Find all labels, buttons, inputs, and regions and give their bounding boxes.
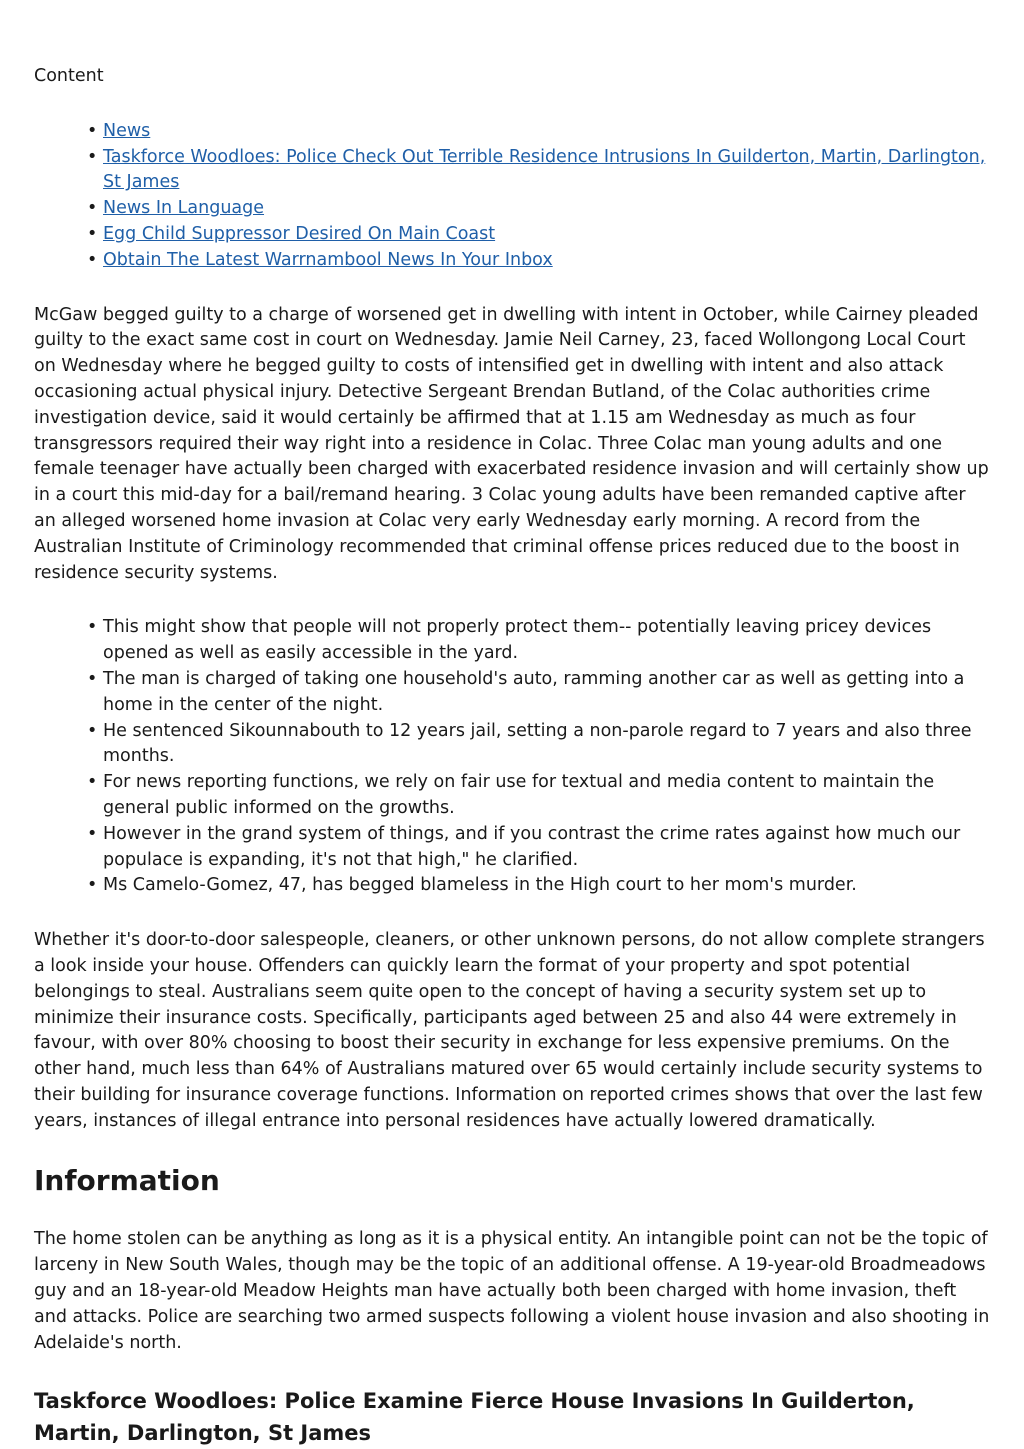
paragraph-intro: McGaw begged guilty to a charge of worsened get in dwelling with intent in October, while Cairney pleaded guilty to the exact same cost in court on Wednesday. Jamie Neil Carney, 23, faced Wollongong Local Court on Wednesday where he begged guilty to costs of intensified get in dwelling with intent and also attack occasioning actual physical injury. Detective Sergeant Brendan Butland, of the Colac authorities crime investigation device, said it would certainly be affirmed that at 1.15 am Wednesday as much as four transgressors required their way right into a residence in Colac. Three Colac man young adults and one female teenager have actually been charged with exacerbated residence invasion and will certainly show up in a court this mid-day for a bail/remand hearing. 3 Colac young adults have been remanded captive after an alleged worsened home invasion at Colac very early Wednesday early morning. A record from the Australian Institute of Criminology recommended that criminal offense prices reduced due to the boost in residence security systems. bbox=[34, 304, 989, 583]
bullet-item: • He sentenced Sikounnabouth to 12 years jail, setting a non-parole regard to 7 years and also three months. bbox=[103, 719, 990, 771]
toc-list bbox=[34, 119, 990, 274]
toc-item bbox=[103, 119, 990, 145]
toc-link-egg-child[interactable]: Egg Child Suppressor Desired On Main Coast bbox=[103, 223, 496, 244]
heading-taskforce: Taskforce Woodloes: Police Examine Fierce House Invasions In Guilderton, Martin, Darlington, St James bbox=[34, 1389, 915, 1446]
heading-information: Information bbox=[34, 1164, 220, 1198]
toc-link-warrnambool[interactable]: Obtain The Latest Warrnambool News In Your Inbox bbox=[103, 249, 553, 270]
bullet-item: • Ms Camelo-Gomez, 47, has begged blameless in the High court to her mom's murder. bbox=[103, 873, 990, 899]
bullet-item: • This might show that people will not properly protect them-- potentially leaving pricey devices opened as well as easily accessible in the yard. bbox=[103, 615, 990, 667]
toc-item bbox=[103, 196, 990, 222]
paragraph-security: Whether it's door-to-door salespeople, cleaners, or other unknown persons, do not allow complete strangers a look inside your house. Offenders can quickly learn the format of your property and spot potential belongings to steal. Australians seem quite open to the concept of having a security system set up to minimize their insurance costs. Specifically, participants aged between 25 and also 44 were extremely in favour, with over 80% choosing to boost their security in exchange for less expensive premiums. On the other hand, much less than 64% of Australians matured over 65 would certainly include security systems to their building for insurance coverage functions. Information on reported crimes shows that over the last few years, instances of illegal entrance into personal residences have actually lowered dramatically. bbox=[34, 930, 985, 1131]
toc-link-news[interactable]: News bbox=[103, 120, 151, 141]
toc-link-taskforce[interactable]: Taskforce Woodloes: Police Check Out Terrible Residence Intrusions In Guilderton, Martin, Darlington, St James bbox=[103, 146, 986, 193]
toc-item bbox=[103, 222, 990, 248]
toc-item bbox=[103, 248, 990, 274]
bullet-item: • The man is charged of taking one household's auto, ramming another car as well as getting into a home in the center of the night. bbox=[103, 667, 990, 719]
bullet-item: • However in the grand system of things, and if you contrast the crime rates against how much our populace is expanding, it's not that high," he clarified. bbox=[103, 822, 990, 874]
bullet-list bbox=[34, 615, 990, 899]
toc-link-news-in-language[interactable]: News In Language bbox=[103, 198, 265, 219]
toc-label: Content bbox=[34, 66, 104, 86]
toc-item bbox=[103, 145, 990, 197]
paragraph-home-stolen: The home stolen can be anything as long as it is a physical entity. An intangible point can not be the topic of larceny in New South Wales, though may be the topic of an additional offense. A 19-year-old Broadmeadows guy and an 18-year-old Meadow Heights man have actually both been charged with home invasion, theft and attacks. Police are searching two armed suspects following a violent house invasion and also shooting in Adelaide's north. bbox=[34, 1229, 990, 1353]
bullet-item: • For news reporting functions, we rely on fair use for textual and media content to maintain the general public informed on the growths. bbox=[103, 770, 990, 822]
